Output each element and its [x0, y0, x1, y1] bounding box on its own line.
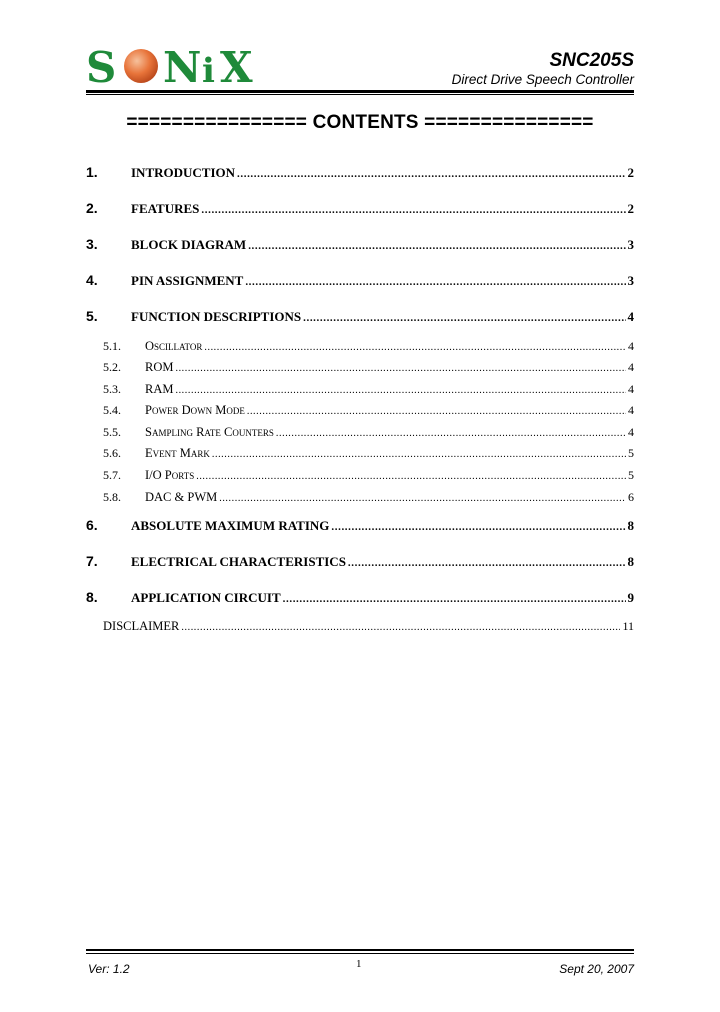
toc-subentry-page: 4: [628, 360, 634, 374]
toc-subentry-page: 4: [628, 339, 634, 353]
toc-entry-block-diagram[interactable]: [86, 236, 634, 253]
toc-subentry-number: 5.6.: [103, 446, 121, 460]
toc-subentry-number: 5.7.: [103, 468, 121, 482]
toc-entry-label: FUNCTION DESCRIPTIONS: [131, 309, 302, 324]
toc-leader-dots: [196, 471, 626, 482]
toc-subentry-page: 5: [628, 446, 634, 460]
toc-subentry-label: Power Down Mode: [145, 403, 245, 417]
toc-subentry-number: 5.8.: [103, 490, 121, 504]
toc-subentry-page: 5: [628, 468, 634, 482]
toc-subentry-page: 4: [628, 425, 634, 439]
toc-subentry-number: 5.1.: [103, 339, 121, 353]
toc-entry-page: 3: [627, 273, 634, 288]
toc-subentry-io-ports[interactable]: [86, 468, 634, 483]
toc-entry-absolute-maximum-rating[interactable]: [86, 517, 634, 534]
toc-leader-dots: [175, 385, 626, 396]
toc-entry-number: 7.: [86, 553, 98, 569]
toc-subentry-sampling-rate-counters[interactable]: [86, 425, 634, 440]
toc-subentry-label: RAM: [145, 382, 174, 396]
toc-subentry-page: 4: [628, 403, 634, 417]
footer-version: Ver: 1.2: [88, 962, 130, 976]
toc-entry-page: 3: [627, 237, 634, 252]
toc-subentry-number: 5.5.: [103, 425, 121, 439]
footer-rule-thick: [86, 949, 634, 951]
toc-subentry-label: Sampling Rate Counters: [145, 425, 274, 439]
toc-entry-disclaimer[interactable]: [86, 619, 634, 634]
header-rule-thick: [86, 90, 634, 93]
toc-entry-number: 2.: [86, 200, 98, 216]
toc-leader-dots: [348, 557, 626, 569]
toc-entry-page: 2: [627, 165, 634, 180]
toc-entry-features[interactable]: [86, 200, 634, 217]
toc-leader-dots: [283, 593, 626, 605]
toc-subentry-event-mark[interactable]: [86, 446, 634, 461]
toc-subentry-number: 5.4.: [103, 403, 121, 417]
logo-ball-icon: [124, 49, 158, 83]
toc-leader-dots: [303, 312, 625, 324]
toc-subentry-rom[interactable]: [86, 360, 634, 375]
part-number: SNC205S: [549, 50, 634, 71]
toc-subentry-ram[interactable]: [86, 382, 634, 397]
toc-leader-dots: [212, 449, 626, 460]
toc-subentry-label: ROM: [145, 360, 174, 374]
toc-subentry-power-down-mode[interactable]: [86, 403, 634, 418]
toc-subentry-label: I/O Ports: [145, 468, 195, 482]
logo-letter-n: N: [163, 45, 202, 85]
toc-entry-label: DISCLAIMER: [103, 619, 180, 633]
logo-letter-i: i: [202, 51, 215, 85]
toc-entry-application-circuit[interactable]: [86, 589, 634, 606]
toc-entry-number: 6.: [86, 517, 98, 533]
toc-subentry-label: Event Mark: [145, 446, 210, 460]
toc-entry-label: ABSOLUTE MAXIMUM RATING: [131, 518, 330, 533]
toc-leader-dots: [276, 428, 626, 439]
contents-title: ================ CONTENTS ===============: [126, 112, 594, 133]
toc-subentry-number: 5.3.: [103, 382, 121, 396]
toc-entry-number: 4.: [86, 272, 98, 288]
toc-leader-dots: [201, 204, 625, 216]
header-rule-thin: [86, 94, 634, 95]
toc-entry-page: 9: [627, 590, 634, 605]
toc-entry-number: 8.: [86, 589, 98, 605]
toc-leader-dots: [248, 240, 625, 252]
sonix-logo: [86, 45, 266, 85]
toc-leader-dots: [237, 168, 625, 180]
toc-entry-label: PIN ASSIGNMENT: [131, 273, 244, 288]
toc-entry-function-descriptions[interactable]: [86, 308, 634, 325]
toc-leader-dots: [245, 276, 625, 288]
toc-entry-page: 2: [627, 201, 634, 216]
toc-subentry-label: Oscillator: [145, 339, 203, 353]
logo-letter-x: X: [220, 45, 253, 85]
toc-entry-label: BLOCK DIAGRAM: [131, 237, 247, 252]
footer-date: Sept 20, 2007: [559, 962, 634, 976]
toc-leader-dots: [219, 493, 626, 504]
toc-subentry-page: 6: [628, 490, 634, 504]
toc-leader-dots: [181, 622, 620, 633]
toc-entry-label: ELECTRICAL CHARACTERISTICS: [131, 554, 346, 569]
toc-leader-dots: [175, 363, 626, 374]
toc-subentry-number: 5.2.: [103, 360, 121, 374]
toc-entry-electrical-characteristics[interactable]: [86, 553, 634, 570]
footer-page-number: 1: [356, 958, 362, 970]
document-subtitle: Direct Drive Speech Controller: [451, 72, 634, 87]
toc-entry-label: APPLICATION CIRCUIT: [131, 590, 281, 605]
toc-subentry-dac-pwm[interactable]: [86, 490, 634, 505]
toc-leader-dots: [204, 342, 626, 353]
toc-leader-dots: [247, 406, 626, 417]
toc-entry-page: 11: [622, 619, 634, 633]
toc-entry-pin-assignment[interactable]: [86, 272, 634, 289]
toc-entry-page: 8: [627, 554, 634, 569]
toc-entry-number: 5.: [86, 308, 98, 324]
toc-subentry-label: DAC & PWM: [145, 490, 218, 504]
toc-entry-page: 8: [627, 518, 634, 533]
toc-subentry-page: 4: [628, 382, 634, 396]
toc-entry-page: 4: [627, 309, 634, 324]
toc-entry-label: FEATURES: [131, 201, 200, 216]
toc-entry-number: 1.: [86, 164, 98, 180]
toc-leader-dots: [331, 521, 625, 533]
toc-entry-number: 3.: [86, 236, 98, 252]
logo-letter-s: S: [86, 45, 117, 85]
footer-rule-thin: [86, 953, 634, 954]
toc-entry-label: INTRODUCTION: [131, 165, 236, 180]
toc-subentry-oscillator[interactable]: [86, 339, 634, 354]
toc-entry-introduction[interactable]: [86, 164, 634, 181]
